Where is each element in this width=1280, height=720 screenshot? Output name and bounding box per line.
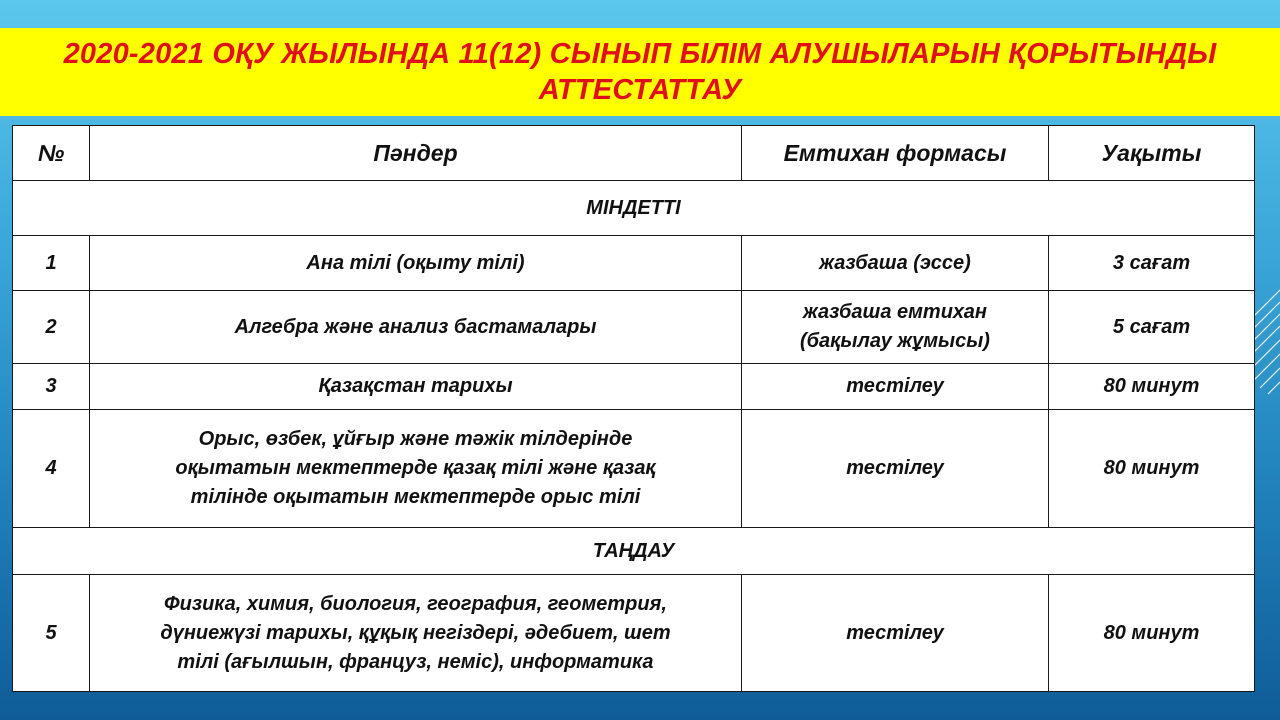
- section-mandatory-label: МІНДЕТТІ: [13, 181, 1255, 236]
- row-exam-form: [742, 410, 1049, 528]
- row-exam-form: [742, 575, 1049, 692]
- row-subject: [90, 364, 742, 410]
- title-banner: [0, 28, 1280, 116]
- row-subject-line: оқытатын мектептерде қазақ тілі және қазақ: [175, 457, 656, 479]
- row-subject-line: Қазақстан тарихы: [318, 375, 513, 397]
- row-subject-line: Алгебра және анализ бастамалары: [234, 315, 597, 338]
- row-exam-form: [742, 236, 1049, 291]
- row-subject: [90, 291, 742, 364]
- header-exam-form: Емтихан формасы: [742, 126, 1049, 181]
- row-subject-line: дүниежүзі тарихы, құқық негіздері, әдебиет, шет: [160, 621, 671, 644]
- header-num: №: [13, 126, 90, 181]
- row-exam-form-line: (бақылау жұмысы): [800, 330, 990, 352]
- row-time: 3 сағат: [1049, 236, 1255, 291]
- attestation-table: [12, 125, 1255, 692]
- row-time: 5 сағат: [1049, 291, 1255, 364]
- row-num: 1: [13, 236, 90, 291]
- row-num: 3: [13, 364, 90, 410]
- row-exam-form: [742, 364, 1049, 410]
- row-subject: [90, 575, 742, 692]
- row-subject-line: Физика, химия, биология, география, геометрия,: [164, 592, 667, 615]
- row-subject-line: Ана тілі (оқыту тілі): [306, 251, 525, 274]
- row-exam-form-line: тестілеу: [846, 457, 944, 479]
- row-num: 4: [13, 410, 90, 528]
- table-row: [13, 291, 1255, 364]
- table-row: [13, 236, 1255, 291]
- row-exam-form-line: тестілеу: [846, 375, 944, 397]
- row-exam-form: [742, 291, 1049, 364]
- table-header-row: [13, 126, 1255, 181]
- row-exam-form-line: тестілеу: [846, 621, 944, 644]
- row-exam-form-line: жазбаша емтихан: [803, 301, 987, 323]
- row-num: 2: [13, 291, 90, 364]
- row-subject: [90, 410, 742, 528]
- row-exam-form-line: жазбаша (эссе): [819, 251, 971, 274]
- row-subject-line: Орыс, өзбек, ұйғыр және тәжік тілдерінде: [198, 428, 633, 450]
- slide-title-line-1: 2020-2021 ОҚУ ЖЫЛЫНДА 11(12) СЫНЫП БІЛІМ АЛУШЫЛАРЫН ҚОРЫТЫНДЫ: [63, 38, 1217, 70]
- table-row: [13, 575, 1255, 692]
- section-row-mandatory: [13, 181, 1255, 236]
- header-subjects: Пәндер: [90, 126, 742, 181]
- row-subject-line: тілі (ағылшын, француз, неміс), информатика: [177, 650, 654, 673]
- table-row: [13, 364, 1255, 410]
- section-row-elective: [13, 528, 1255, 575]
- slide-title-line-2: АТТЕСТАТТАУ: [538, 74, 742, 106]
- row-time: 80 минут: [1049, 410, 1255, 528]
- table-row: [13, 410, 1255, 528]
- row-time: 80 минут: [1049, 364, 1255, 410]
- row-time: 80 минут: [1049, 575, 1255, 692]
- header-time: Уақыты: [1049, 126, 1255, 181]
- row-num: 5: [13, 575, 90, 692]
- row-subject: [90, 236, 742, 291]
- row-subject-line: тілінде оқытатын мектептерде орыс тілі: [190, 486, 641, 508]
- section-elective-label: ТАҢДАУ: [13, 528, 1255, 575]
